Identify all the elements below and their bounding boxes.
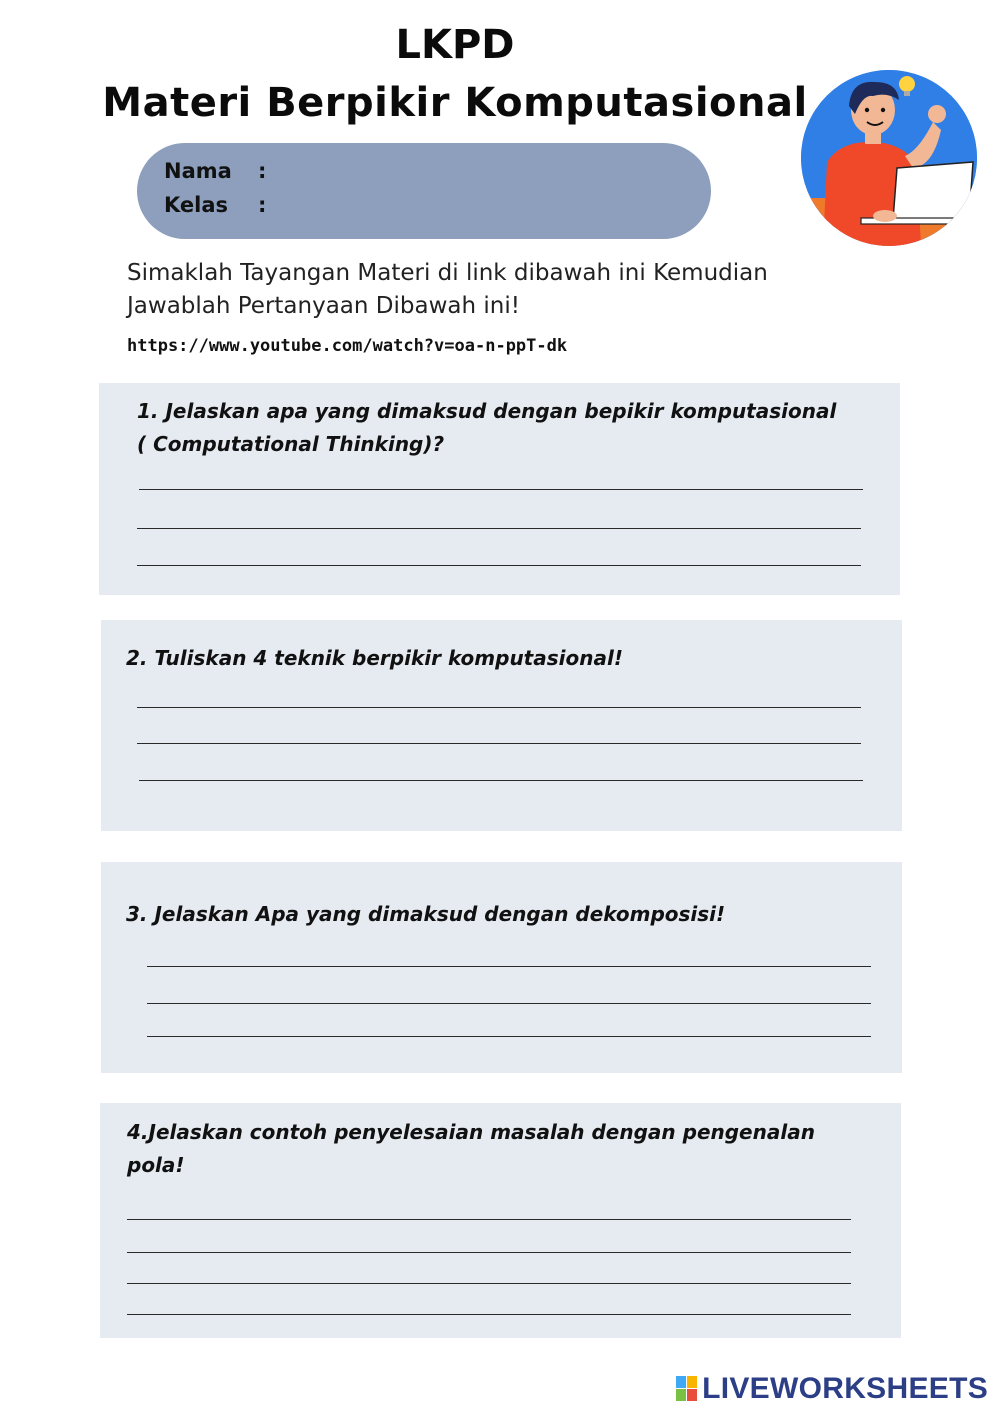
identity-box <box>137 143 711 239</box>
answer-line[interactable] <box>127 1283 851 1284</box>
answer-line[interactable] <box>139 489 863 490</box>
answer-line[interactable] <box>139 780 863 781</box>
student-laptop-icon <box>801 70 977 246</box>
liveworksheets-watermark <box>676 1372 988 1406</box>
instruction-text: Simaklah Tayangan Materi di link dibawah ini Kemudian Jawablah Pertanyaan Dibawah ini! <box>127 260 768 319</box>
nama-row <box>164 159 266 183</box>
nama-label: Nama <box>164 159 232 183</box>
answer-line[interactable] <box>137 565 861 566</box>
question-card-2 <box>101 620 902 831</box>
kelas-row <box>164 193 266 217</box>
watermark-text: LIVEWORKSHEETS <box>702 1372 988 1405</box>
question-text: 3. Jelaskan Apa yang dimaksud dengan dekomposisi! <box>126 902 726 926</box>
liveworksheets-logo-icon <box>676 1376 698 1402</box>
page-title: Materi Berpikir Komputasional <box>102 80 808 126</box>
answer-line[interactable] <box>127 1219 851 1220</box>
answer-line[interactable] <box>137 743 861 744</box>
question-card-1 <box>99 383 900 595</box>
student-illustration <box>801 70 977 246</box>
question-text: 4.Jelaskan contoh penyelesaian masalah dengan pengenalan pola! <box>127 1120 815 1177</box>
question-text: 1. Jelaskan apa yang dimaksud dengan bepikir komputasional ( Computational Thinking)? <box>137 399 837 456</box>
video-link[interactable]: https://www.youtube.com/watch?v=oa-n-ppT-dk <box>127 336 568 356</box>
worksheet-label: LKPD <box>395 22 515 68</box>
kelas-label: Kelas <box>164 193 229 217</box>
question-text: 2. Tuliskan 4 teknik berpikir komputasional! <box>126 646 623 670</box>
question-card-4 <box>100 1103 901 1338</box>
question-card-3 <box>101 862 902 1073</box>
answer-line[interactable] <box>147 1003 871 1004</box>
answer-line[interactable] <box>127 1252 851 1253</box>
kelas-separator: : <box>258 193 267 217</box>
nama-separator: : <box>258 159 267 183</box>
answer-line[interactable] <box>137 707 861 708</box>
answer-line[interactable] <box>137 528 861 529</box>
answer-line[interactable] <box>147 1036 871 1037</box>
answer-line[interactable] <box>147 966 871 967</box>
answer-line[interactable] <box>127 1314 851 1315</box>
